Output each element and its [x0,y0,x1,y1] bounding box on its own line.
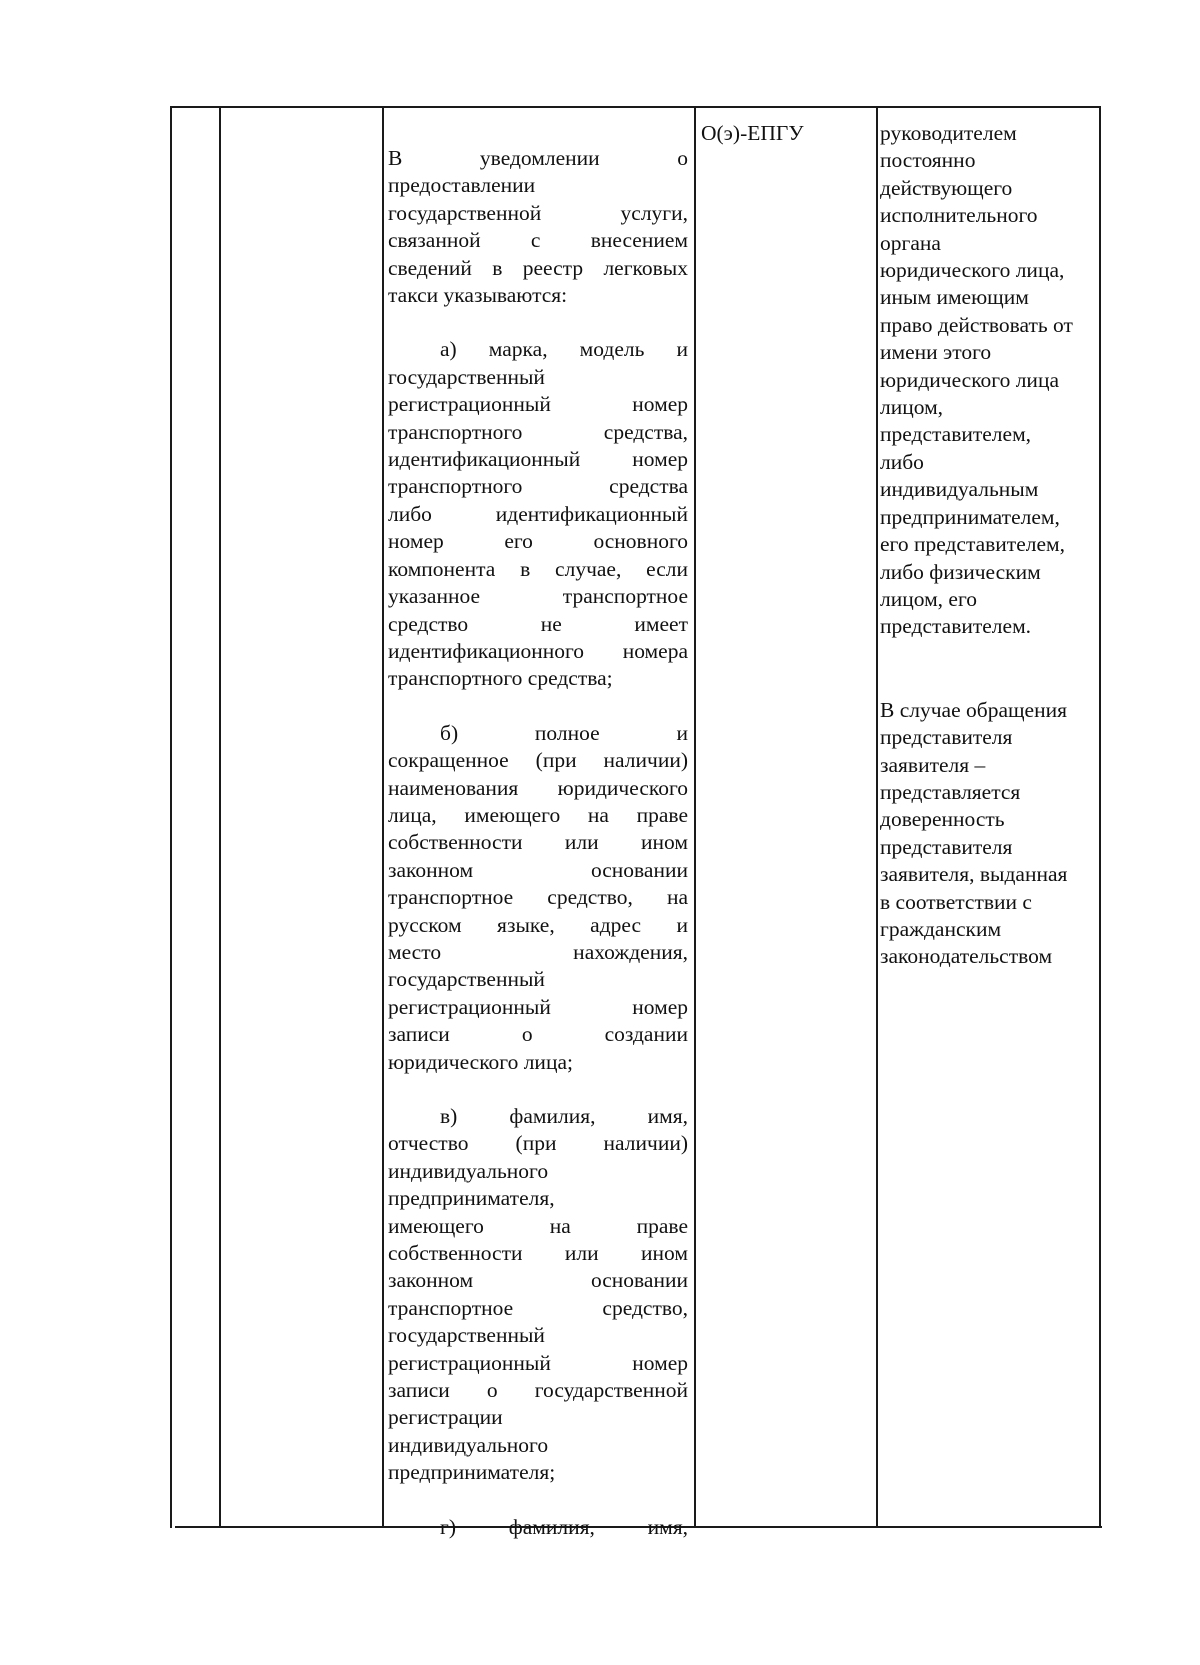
applicant-line: его представителем, [880,532,1065,557]
applicant-line: юридического лица [880,367,1059,392]
item-v-line: в) фамилия, имя, [440,1104,688,1128]
item-v-line: законном основании [388,1268,688,1293]
method-label: О(э)-ЕПГУ [701,121,804,145]
cell-notification-content [388,145,688,1541]
item-b-line: собственности или ином [388,830,688,855]
item-a-line: транспортного средства, [388,419,688,444]
representative-line: представителя [880,725,1013,750]
intro-line: В уведомлении о [388,146,688,170]
item-a-line: государственный [388,364,545,389]
item-v-line: индивидуального [388,1432,549,1457]
representative-line: законодательством [880,944,1053,969]
applicant-line: исполнительного [880,203,1038,228]
item-v-line: предпринимателя; [388,1460,556,1485]
applicant-line: индивидуальным [880,477,1039,502]
intro-line: государственной услуги, [388,200,688,225]
applicant-line: юридического лица, [880,258,1065,283]
item-a-line: транспортного средства; [388,666,613,691]
applicant-line: имени этого [880,340,992,365]
table-col-line-3 [382,106,384,1528]
item-a-line: идентификационного номера [388,638,688,663]
representative-line: гражданским [880,916,1002,941]
item-b-line: регистрационный номер [388,994,688,1019]
item-a-line: указанное транспортное [388,584,688,609]
applicant-line: действующего [880,175,1013,200]
applicant-line: представителем. [880,614,1032,639]
applicant-line: органа [880,230,941,255]
applicant-line: либо физическим [880,559,1041,584]
item-g-line: г) фамилия, имя, [440,1514,688,1539]
applicant-line: лицом, [880,395,944,420]
table-col-line-4 [694,106,696,1528]
item-v-line: транспортное средство, [388,1295,688,1320]
representative-line: представителя [880,834,1013,859]
cell-applicant [880,120,1095,971]
applicant-line: лицом, его [880,586,978,611]
item-b-line: место нахождения, [388,939,688,964]
item-b-line: наименования юридического [388,775,688,800]
item-a-line: либо идентификационный [388,501,688,526]
intro-line: связанной с внесением [388,228,688,253]
item-v-line: индивидуального [388,1158,549,1183]
item-a-line: средство не имеет [388,611,688,636]
item-v-line: регистрационный номер [388,1350,688,1375]
item-b-line: законном основании [388,857,688,882]
item-a-line: компонента в случае, если [388,556,688,581]
representative-line: представляется [880,779,1021,804]
applicant-line: руководителем [880,121,1017,145]
item-v-line: регистрации [388,1405,503,1430]
intro-line: сведений в реестр легковых [388,255,688,280]
item-a-line: номер его основного [388,529,688,554]
representative-line: заявителя, выданная [880,862,1068,887]
item-a-line: а) марка, модель и [440,337,688,362]
item-b-line: транспортное средство, на [388,885,688,910]
item-v-line: записи о государственной [388,1378,688,1403]
cell-method [701,120,871,147]
representative-line: заявителя – [880,752,986,777]
item-v-line: имеющего на праве [388,1213,688,1238]
applicant-line: представителем, [880,422,1032,447]
table-col-line-6 [1099,106,1101,1528]
table-top-border [170,106,1100,108]
item-b-line: сокращенное (при наличии) [388,748,688,773]
representative-line: в соответствии с [880,889,1032,914]
item-b-line: государственный [388,967,545,992]
item-a-line: регистрационный номер [388,392,688,417]
applicant-line: постоянно [880,148,976,173]
item-b-line: лица, имеющего на праве [388,802,688,827]
item-a-line: идентификационный номер [388,447,688,472]
applicant-line: либо [880,449,924,474]
item-b-line: б) полное и [440,720,688,745]
table-col-line-2 [219,106,221,1528]
item-v-line: предпринимателя, [388,1186,555,1211]
representative-line: доверенность [880,807,1005,832]
item-v-line: отчество (при наличии) [388,1131,688,1156]
item-v-line: государственный [388,1323,545,1348]
item-v-line: собственности или ином [388,1241,688,1266]
intro-line: такси указываются: [388,283,568,308]
table-col-line-5 [876,106,878,1528]
item-b-line: записи о создании [388,1022,688,1047]
applicant-line: право действовать от [880,312,1073,337]
applicant-line: предпринимателем, [880,504,1060,529]
table-col-line-1 [170,106,172,1528]
item-b-line: юридического лица; [388,1049,573,1074]
representative-line: В случае обращения [880,697,1067,722]
item-b-line: русском языке, адрес и [388,912,688,937]
item-a-line: транспортного средства [388,474,688,499]
intro-line: предоставлении [388,173,536,198]
applicant-line: иным имеющим [880,285,1029,310]
